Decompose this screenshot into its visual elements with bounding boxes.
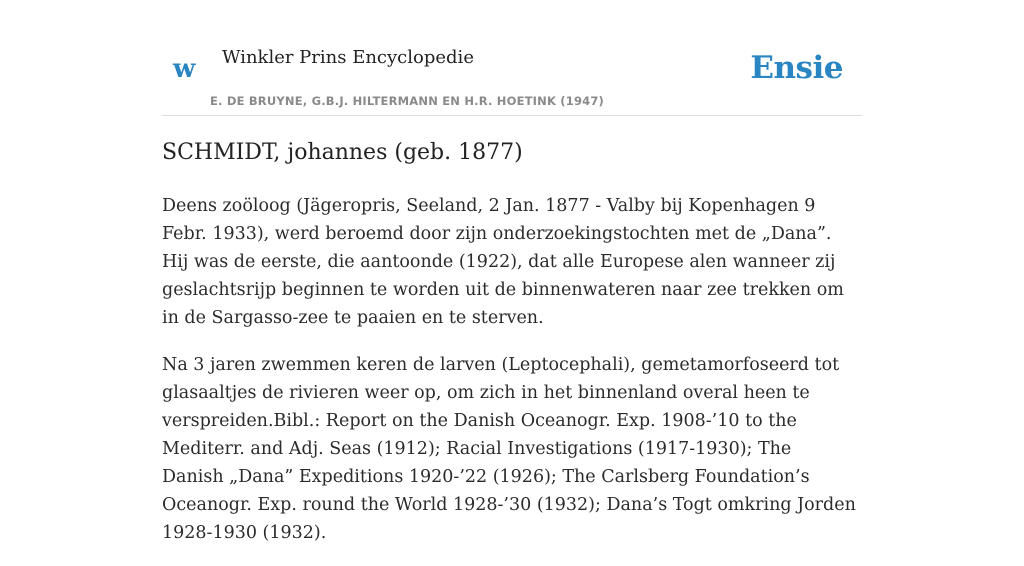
authors-line: E. DE BRUYNE, G.B.J. HILTERMANN EN H.R. HOETINK (1947) (210, 94, 605, 108)
ensie-logo[interactable]: Ensie (750, 50, 843, 86)
entry-content (162, 192, 857, 566)
logo-w-icon[interactable]: w (173, 54, 196, 84)
paragraph: Deens zoöloog (Jägeropris, Seeland, 2 Jan. 1877 - Valby bij Kopenhagen 9 Febr. 1933), werd beroemd door zijn onderzoekingstochten met de „Dana”. Hij was de eerste, die aantoonde (1922), dat alle Europese alen wanneer zij geslachtsrijp beginnen te worden uit de binnenwateren naar zee trekken om in de Sargasso-zee te paaien en te sterven. (162, 196, 844, 328)
paragraph: Na 3 jaren zwemmen keren de larven (Leptocephali), gemetamorfoseerd tot glasaaltjes de rivieren weer op, om zich in het binnenland overal heen te verspreiden.Bibl.: Report on the Danish Oceanogr. Exp. 1908-’10 to the Mediterr. and Adj. Seas (1912); Racial Investigations (1917-1930); The Danish „Dana” Expeditions 1920-’22 (1926); The Carlsberg Foundation’s Oceanogr. Exp. round the World 1928-’30 (1932); Dana’s Togt omkring Jorden 1928-1930 (1932). (162, 355, 856, 543)
entry-title: SCHMIDT, johannes (geb. 1877) (162, 140, 523, 165)
site-title[interactable]: Winkler Prins Encyclopedie (222, 47, 474, 68)
site-header (162, 30, 862, 116)
